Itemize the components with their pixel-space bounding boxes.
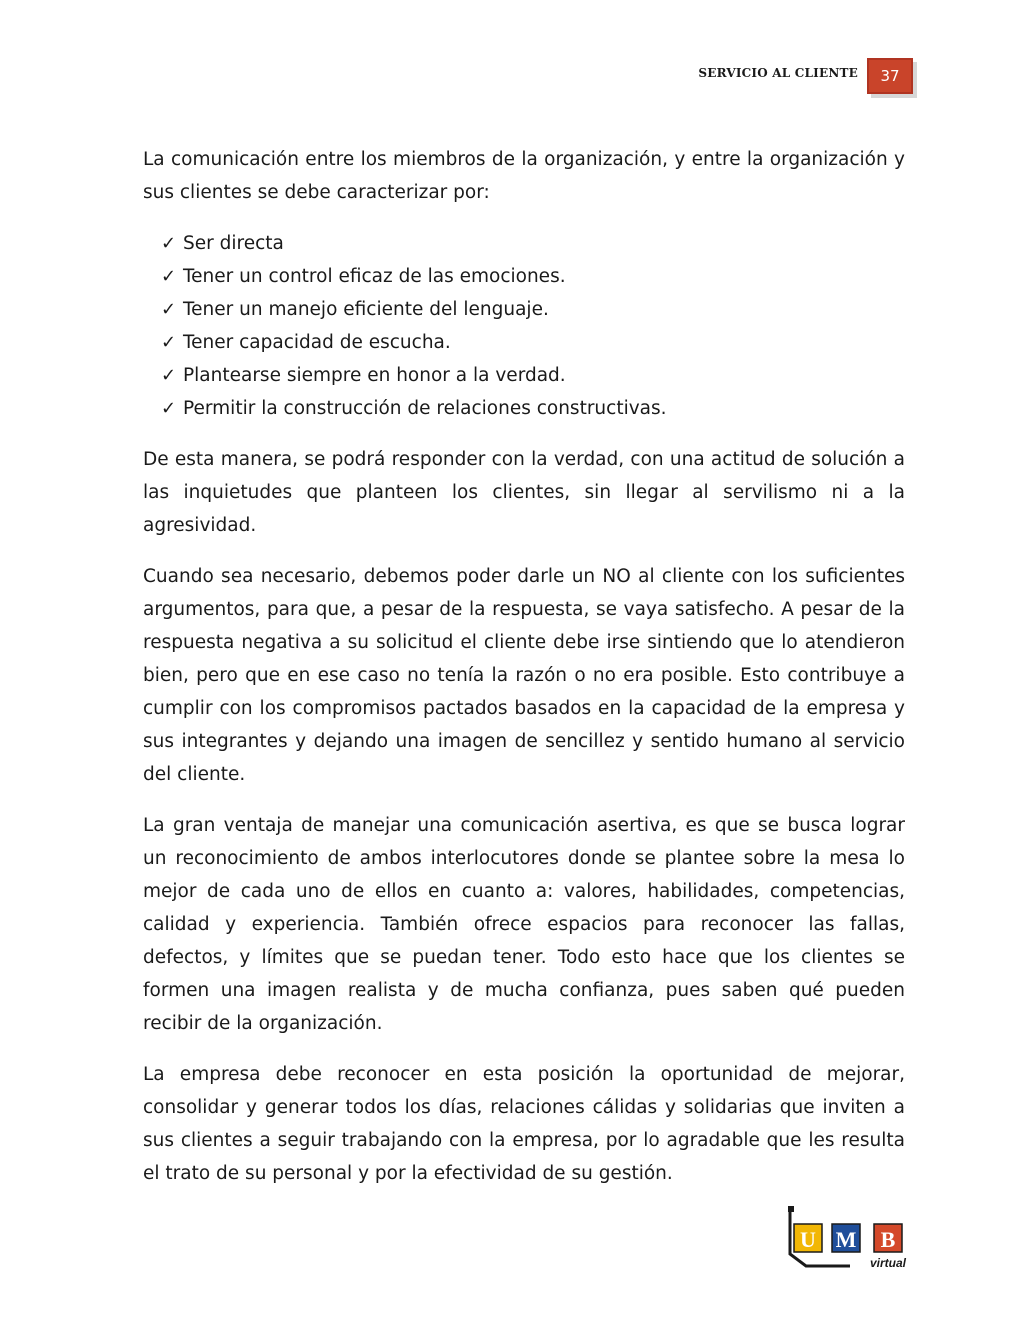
checkmark-icon: ✓ xyxy=(161,266,177,287)
body-paragraph: De esta manera, se podrá responder con la verdad, con una actitud de solución a las inquietudes que planteen los clientes, sin llegar al servilismo ni a la agresividad. xyxy=(143,449,905,536)
umb-virtual-logo xyxy=(780,1204,910,1270)
list-item: ✓ Permitir la construcción de relaciones constructivas. xyxy=(161,392,905,425)
checklist xyxy=(143,227,905,425)
page-content xyxy=(143,143,905,1190)
checkmark-icon: ✓ xyxy=(161,332,177,353)
list-item: ✓ Tener un control eficaz de las emociones. xyxy=(161,260,905,293)
svg-text:U: U xyxy=(800,1227,816,1252)
list-item: ✓ Tener capacidad de escucha. xyxy=(161,326,905,359)
body-paragraph: Cuando sea necesario, debemos poder darle un NO al cliente con los suficientes argumentos, para que, a pesar de la respuesta, se vaya satisfecho. A pesar de la respuesta negativa a su solicitud el cliente debe irse sintiendo que lo atendieron bien, pero que en ese caso no tenía la razón o no era posible. Esto contribuye a cumplir con los compromisos pactados basados en la capacidad de la empresa y sus integrantes y dejando una imagen de sencillez y sentido humano al servicio del cliente. xyxy=(143,566,905,785)
body-paragraph: La gran ventaja de manejar una comunicación asertiva, es que se busca lograr un reconocimiento de ambos interlocutores donde se plantee sobre la mesa lo mejor de cada uno de ellos en cuanto a: valores, habilidades, competencias, calidad y experiencia. También ofrece espacios para reconocer las fallas, defectos, y límites que se puedan tener. Todo esto hace que los clientes se formen una imagen realista y de mucha confianza, pues saben qué pueden recibir de la organización. xyxy=(143,815,905,1034)
list-item: ✓ Plantearse siempre en honor a la verdad. xyxy=(161,359,905,392)
svg-text:B: B xyxy=(880,1227,896,1252)
header-title: SERVICIO AL CLIENTE xyxy=(698,66,858,80)
list-item: ✓ Ser directa xyxy=(161,227,905,260)
checkmark-icon: ✓ xyxy=(161,233,177,254)
svg-text:M: M xyxy=(835,1227,857,1252)
checkmark-icon: ✓ xyxy=(161,398,177,419)
checkmark-icon: ✓ xyxy=(161,365,177,386)
svg-text:virtual: virtual xyxy=(869,1256,906,1270)
list-item: ✓ Tener un manejo eficiente del lenguaje. xyxy=(161,293,905,326)
page-number-badge xyxy=(867,58,913,94)
checkmark-icon: ✓ xyxy=(161,299,177,320)
page-number: 37 xyxy=(880,67,900,85)
body-paragraph: La empresa debe reconocer en esta posición la oportunidad de mejorar, consolidar y generar todos los días, relaciones cálidas y solidarias que inviten a sus clientes a seguir trabajando con la empresa, por lo agradable que les resulta el trato de su personal y por la efectividad de su gestión. xyxy=(143,1064,905,1184)
intro-paragraph: La comunicación entre los miembros de la organización, y entre la organización y sus clientes se debe caracterizar por: xyxy=(143,149,905,203)
